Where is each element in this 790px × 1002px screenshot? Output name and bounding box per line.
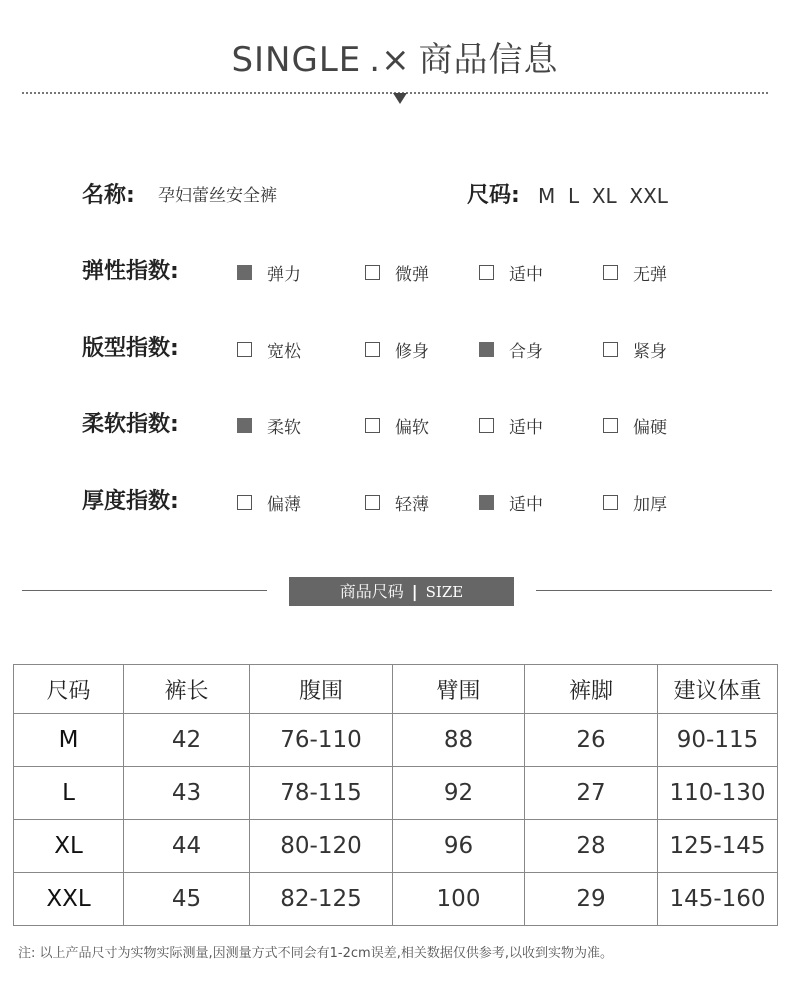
index-option-label: 合身 bbox=[509, 341, 543, 362]
table-cell: 27 bbox=[525, 767, 658, 820]
table-cell: XL bbox=[14, 820, 124, 873]
unchecked-box-icon bbox=[479, 265, 494, 280]
index-option bbox=[365, 262, 429, 285]
index-label: 厚度指数: bbox=[82, 489, 179, 514]
unchecked-box-icon bbox=[603, 342, 618, 357]
index-option bbox=[603, 262, 667, 285]
index-row bbox=[0, 334, 790, 364]
index-label: 柔软指数: bbox=[82, 412, 179, 437]
table-cell: 26 bbox=[525, 714, 658, 767]
table-cell: 76-110 bbox=[250, 714, 393, 767]
index-option-label: 偏软 bbox=[395, 417, 429, 438]
table-cell: L bbox=[14, 767, 124, 820]
table-cell: 125-145 bbox=[658, 820, 778, 873]
index-option-label: 紧身 bbox=[633, 341, 667, 362]
unchecked-box-icon bbox=[603, 265, 618, 280]
table-cell: M bbox=[14, 714, 124, 767]
table-cell: 80-120 bbox=[250, 820, 393, 873]
table-cell: 96 bbox=[393, 820, 525, 873]
table-cell: 145-160 bbox=[658, 873, 778, 926]
unchecked-box-icon bbox=[365, 495, 380, 510]
size-table-header-cell: 腹围 bbox=[250, 665, 393, 714]
index-option-label: 无弹 bbox=[633, 264, 667, 285]
unchecked-box-icon bbox=[603, 418, 618, 433]
index-option-label: 偏薄 bbox=[267, 494, 301, 515]
index-option-label: 柔软 bbox=[267, 417, 301, 438]
index-option bbox=[479, 262, 543, 285]
unchecked-box-icon bbox=[479, 418, 494, 433]
index-option bbox=[479, 339, 543, 362]
name-label: 名称: bbox=[82, 183, 135, 208]
size-table-header bbox=[14, 665, 778, 714]
table-cell: 45 bbox=[124, 873, 250, 926]
table-row bbox=[14, 714, 778, 767]
triangle-down-icon bbox=[393, 93, 407, 104]
size-table-header-cell: 臂围 bbox=[393, 665, 525, 714]
size-table-header-cell: 尺码 bbox=[14, 665, 124, 714]
index-row bbox=[0, 410, 790, 440]
unchecked-box-icon bbox=[365, 342, 380, 357]
checked-box-icon bbox=[479, 342, 494, 357]
table-cell: 28 bbox=[525, 820, 658, 873]
size-label: 尺码: bbox=[467, 183, 520, 208]
unchecked-box-icon bbox=[365, 418, 380, 433]
index-option bbox=[365, 415, 429, 438]
index-row bbox=[0, 257, 790, 287]
table-cell: 29 bbox=[525, 873, 658, 926]
size-table-header-cell: 建议体重 bbox=[658, 665, 778, 714]
table-row bbox=[14, 767, 778, 820]
table-cell: 78-115 bbox=[250, 767, 393, 820]
index-option bbox=[237, 415, 301, 438]
basic-info-row bbox=[0, 181, 790, 211]
title-cn: 商品信息 bbox=[418, 40, 559, 80]
index-option bbox=[365, 339, 429, 362]
measurement-note: 注: 以上产品尺寸为实物实际测量,因测量方式不同会有1-2cm误差,相关数据仅供参考,以收到实物为准。 bbox=[18, 946, 613, 961]
table-cell: 110-130 bbox=[658, 767, 778, 820]
size-section-divider: | bbox=[411, 582, 418, 601]
unchecked-box-icon bbox=[603, 495, 618, 510]
size-table-header-cell: 裤脚 bbox=[525, 665, 658, 714]
table-row bbox=[14, 873, 778, 926]
title-separator: .× bbox=[369, 40, 411, 80]
checked-box-icon bbox=[237, 418, 252, 433]
table-cell: 100 bbox=[393, 873, 525, 926]
index-option-label: 宽松 bbox=[267, 341, 301, 362]
index-option bbox=[603, 339, 667, 362]
checked-box-icon bbox=[237, 265, 252, 280]
index-option-label: 微弹 bbox=[395, 264, 429, 285]
table-cell: 82-125 bbox=[250, 873, 393, 926]
table-cell: 88 bbox=[393, 714, 525, 767]
title-en: SINGLE bbox=[231, 40, 362, 80]
index-option-label: 适中 bbox=[509, 417, 543, 438]
size-table-body bbox=[14, 714, 778, 926]
index-option bbox=[237, 339, 301, 362]
index-option-label: 加厚 bbox=[633, 494, 667, 515]
table-cell: 43 bbox=[124, 767, 250, 820]
checked-box-icon bbox=[479, 495, 494, 510]
index-option-label: 适中 bbox=[509, 494, 543, 515]
size-table bbox=[13, 664, 778, 926]
page-title bbox=[0, 32, 790, 81]
table-cell: 44 bbox=[124, 820, 250, 873]
table-cell: 92 bbox=[393, 767, 525, 820]
index-option-label: 偏硬 bbox=[633, 417, 667, 438]
index-option bbox=[365, 492, 429, 515]
size-section-cn: 商品尺码 bbox=[339, 582, 404, 601]
index-label: 弹性指数: bbox=[82, 259, 179, 284]
size-section-en: SIZE bbox=[425, 583, 464, 601]
table-cell: XXL bbox=[14, 873, 124, 926]
index-option bbox=[479, 492, 543, 515]
index-option bbox=[603, 415, 667, 438]
size-value: M L XL XXL bbox=[538, 184, 668, 208]
unchecked-box-icon bbox=[237, 495, 252, 510]
size-divider-left bbox=[22, 590, 267, 591]
size-section-tag bbox=[289, 577, 514, 606]
size-table-header-cell: 裤长 bbox=[124, 665, 250, 714]
table-row bbox=[14, 820, 778, 873]
index-option-label: 修身 bbox=[395, 341, 429, 362]
index-option-label: 弹力 bbox=[267, 264, 301, 285]
index-option bbox=[237, 492, 301, 515]
index-option bbox=[479, 415, 543, 438]
name-value: 孕妇蕾丝安全裤 bbox=[158, 186, 277, 206]
index-option bbox=[237, 262, 301, 285]
index-option-label: 轻薄 bbox=[395, 494, 429, 515]
table-cell: 90-115 bbox=[658, 714, 778, 767]
unchecked-box-icon bbox=[237, 342, 252, 357]
unchecked-box-icon bbox=[365, 265, 380, 280]
index-option bbox=[603, 492, 667, 515]
index-label: 版型指数: bbox=[82, 336, 179, 361]
index-option-label: 适中 bbox=[509, 264, 543, 285]
table-cell: 42 bbox=[124, 714, 250, 767]
index-row bbox=[0, 487, 790, 517]
size-divider-right bbox=[536, 590, 772, 591]
